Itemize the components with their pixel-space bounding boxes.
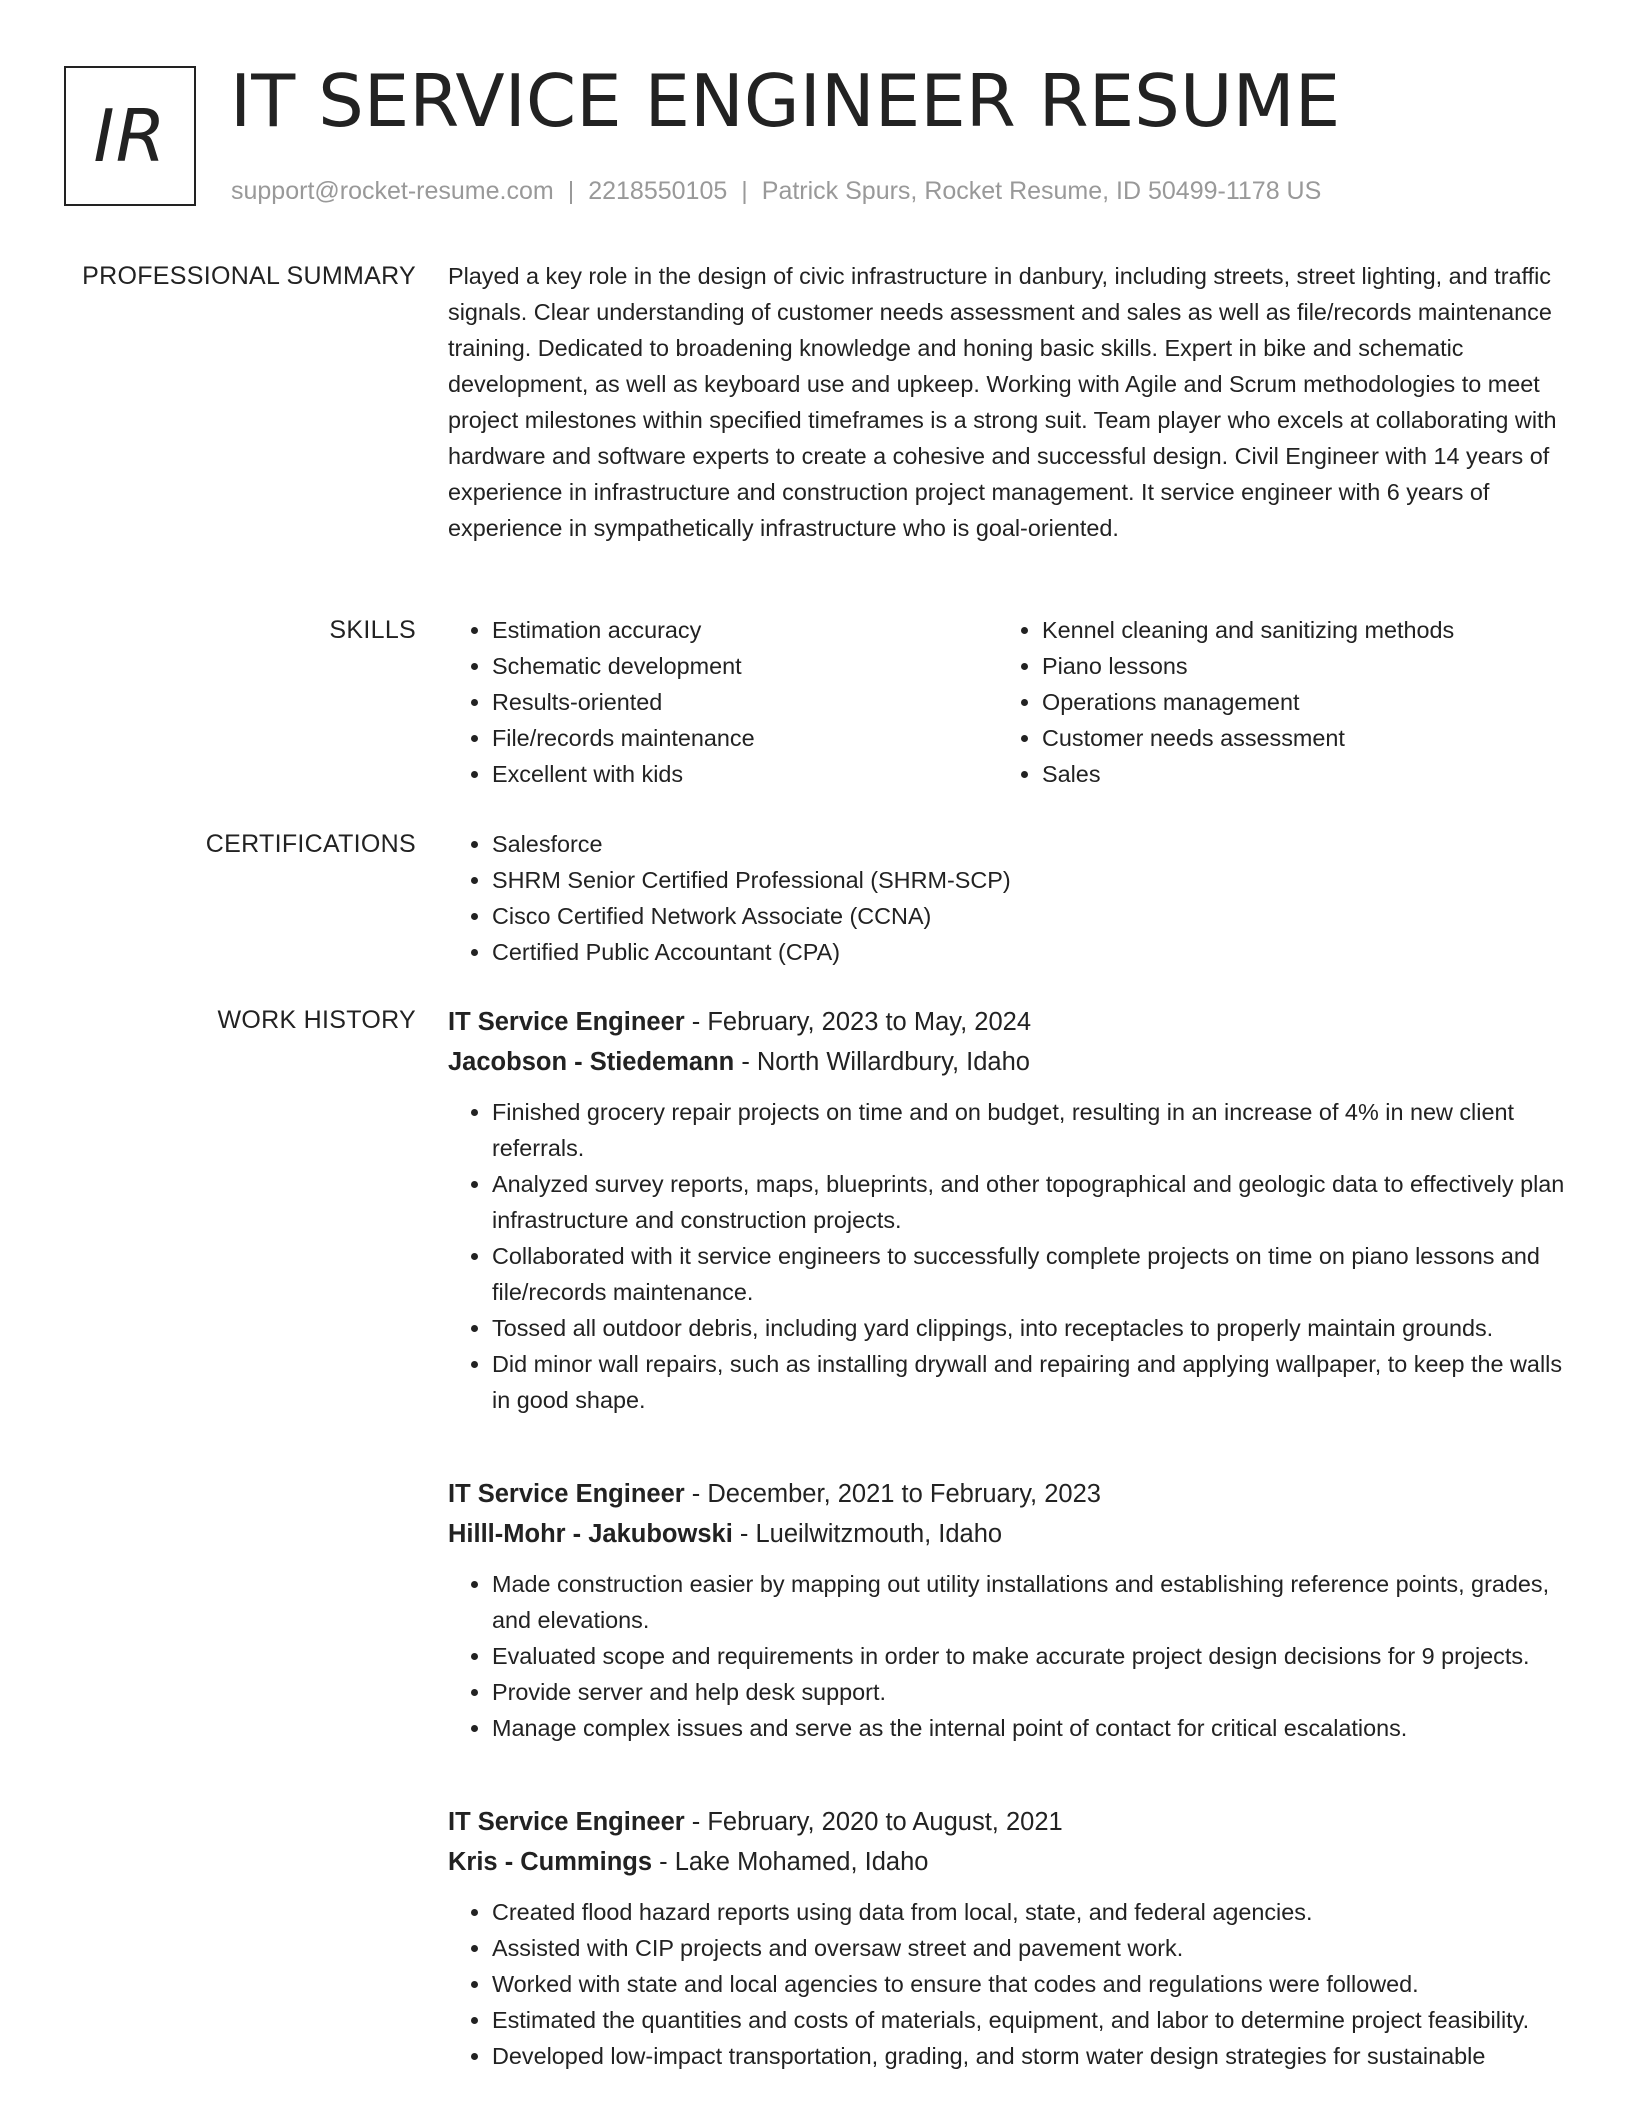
job-bullet-list [448, 1566, 1568, 1746]
skills-column-left [448, 612, 998, 792]
list-item: • Customer needs assessment [1042, 720, 1548, 756]
job-title-line [448, 1474, 1568, 1514]
job-company: Kris - Cummings [448, 1848, 653, 1876]
contact-separator: | [567, 177, 575, 205]
list-item: • Excellent with kids [492, 756, 998, 792]
list-item: • Manage complex issues and serve as the internal point of contact for critical escalations. [492, 1710, 1568, 1746]
skills-body [448, 612, 1568, 792]
list-item: • Salesforce [492, 826, 1568, 862]
job-entry [448, 1474, 1568, 1746]
list-item: • Provide server and help desk support. [492, 1674, 1568, 1710]
job-title: IT Service Engineer [448, 1480, 685, 1508]
list-item: • Developed low-impact transportation, grading, and storm water design strategies for sustainable [492, 2038, 1568, 2074]
skills-label: SKILLS [329, 616, 416, 644]
list-item: • Results-oriented [492, 684, 998, 720]
job-bullet-list [448, 1894, 1568, 2074]
list-item: • Certified Public Accountant (CPA) [492, 934, 1568, 970]
list-item: • Schematic development [492, 648, 998, 684]
skills-column-right [998, 612, 1548, 792]
work-history-body [448, 1002, 1568, 2074]
job-company-line [448, 1842, 1568, 1882]
job-title-line [448, 1002, 1568, 1042]
list-item: • Kennel cleaning and sanitizing methods [1042, 612, 1548, 648]
list-item: • Collaborated with it service engineers to successfully complete projects on time on piano lessons and file/records maintenance. [492, 1238, 1568, 1310]
summary-text: Played a key role in the design of civic infrastructure in danbury, including streets, street lighting, and traffic signals. Clear understanding of customer needs assessment and sales as well as file/records maintenance training. Dedicated to broadening knowledge and honing basic skills. Expert in bike and schematic development, as well as keyboard use and upkeep. Working with Agile and Scrum methodologies to meet project milestones within specified timeframes is a strong suit. Team player who excels at collaborating with hardware and software experts to create a cohesive and successful design. Civil Engineer with 14 years of experience in infrastructure and construction project management. It service engineer with 6 years of experience in sympathetically infrastructure who is goal-oriented. [448, 263, 1557, 541]
list-item: • Worked with state and local agencies to ensure that codes and regulations were followed. [492, 1966, 1568, 2002]
list-item: • File/records maintenance [492, 720, 998, 756]
monogram-logo: IR [64, 66, 196, 206]
job-company-line [448, 1042, 1568, 1082]
contact-phone: 2218550105 [588, 177, 728, 205]
job-location: - Lake Mohamed, Idaho [652, 1848, 929, 1876]
list-item: • Sales [1042, 756, 1548, 792]
job-location: - North Willardbury, Idaho [734, 1048, 1030, 1076]
summary-body [448, 258, 1568, 546]
job-dates: - February, 2023 to May, 2024 [684, 1008, 1032, 1036]
job-company: Jacobson - Stiedemann [448, 1048, 735, 1076]
list-item: • Created flood hazard reports using data from local, state, and federal agencies. [492, 1894, 1568, 1930]
list-item: • Estimation accuracy [492, 612, 998, 648]
list-item: • Analyzed survey reports, maps, blueprints, and other topographical and geologic data to effectively plan infrastructure and construction projects. [492, 1166, 1568, 1238]
certifications-list [448, 826, 1568, 970]
contact-email: support@rocket-resume.com [231, 177, 554, 205]
summary-label: PROFESSIONAL SUMMARY [82, 262, 416, 290]
contact-line [231, 174, 1321, 208]
list-item: • Tossed all outdoor debris, including yard clippings, into receptacles to properly maintain grounds. [492, 1310, 1568, 1346]
list-item: • SHRM Senior Certified Professional (SHRM-SCP) [492, 862, 1568, 898]
skills-list-right [998, 612, 1548, 792]
job-dates: - December, 2021 to February, 2023 [684, 1480, 1101, 1508]
job-company-line [448, 1514, 1568, 1554]
job-entry [448, 1002, 1568, 1418]
list-item: • Cisco Certified Network Associate (CCNA) [492, 898, 1568, 934]
job-title: IT Service Engineer [448, 1008, 685, 1036]
page-title: IT SERVICE ENGINEER RESUME [230, 59, 1341, 143]
job-title: IT Service Engineer [448, 1808, 685, 1836]
list-item: • Assisted with CIP projects and oversaw street and pavement work. [492, 1930, 1568, 1966]
certifications-label: CERTIFICATIONS [205, 830, 416, 858]
job-dates: - February, 2020 to August, 2021 [684, 1808, 1063, 1836]
list-item: • Finished grocery repair projects on time and on budget, resulting in an increase of 4% in new client referrals. [492, 1094, 1568, 1166]
job-title-line [448, 1802, 1568, 1842]
list-item: • Made construction easier by mapping out utility installations and establishing reference points, grades, and elevations. [492, 1566, 1568, 1638]
job-entry [448, 1802, 1568, 2074]
contact-address: Patrick Spurs, Rocket Resume, ID 50499-1178 US [761, 177, 1322, 205]
list-item: • Evaluated scope and requirements in order to make accurate project design decisions for 9 projects. [492, 1638, 1568, 1674]
job-location: - Lueilwitzmouth, Idaho [732, 1520, 1003, 1548]
job-bullet-list [448, 1094, 1568, 1418]
work-history-label: WORK HISTORY [217, 1006, 416, 1034]
list-item: • Estimated the quantities and costs of materials, equipment, and labor to determine project feasibility. [492, 2002, 1568, 2038]
list-item: • Piano lessons [1042, 648, 1548, 684]
contact-separator: | [741, 177, 748, 205]
certifications-body [448, 826, 1568, 970]
skills-list-left [448, 612, 998, 792]
list-item: • Did minor wall repairs, such as installing drywall and repairing and applying wallpaper, to keep the walls in good shape. [492, 1346, 1568, 1418]
job-company: Hilll-Mohr - Jakubowski [448, 1520, 733, 1548]
list-item: • Operations management [1042, 684, 1548, 720]
